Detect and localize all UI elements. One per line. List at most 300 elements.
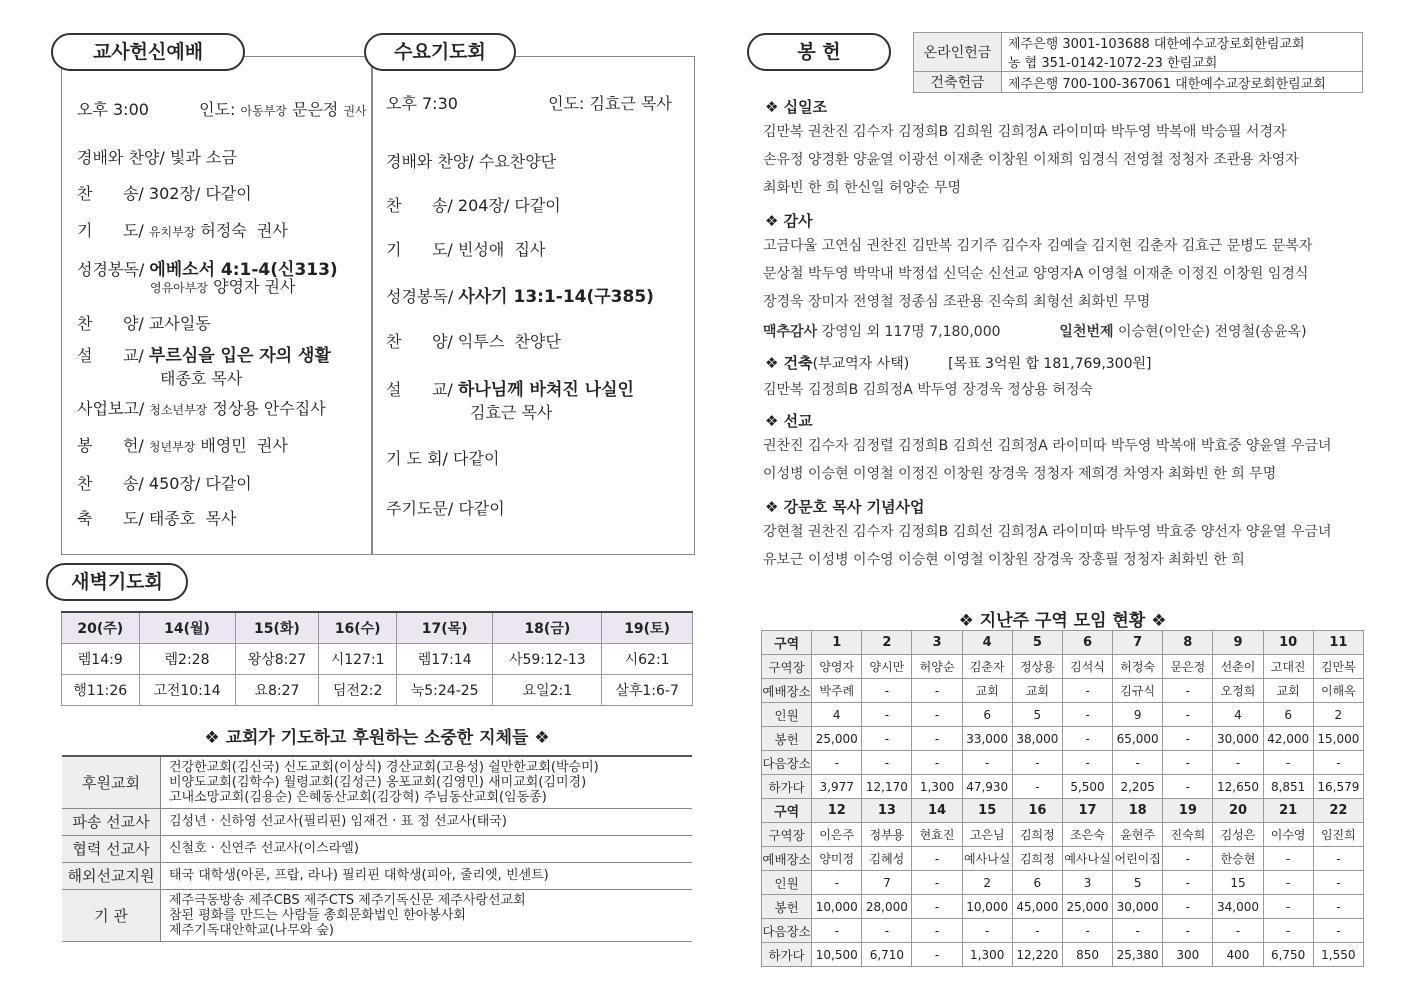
special-value: 이승현(이안순) 전영철(송윤옥)	[1117, 324, 1307, 340]
order-value: 빈성애 집사	[457, 240, 546, 259]
group-header-label: 구역	[762, 631, 812, 655]
group-row-label: 하가다	[762, 775, 812, 799]
name-line: 김만복 권찬진 김수자 김정희B 김희원 김희정A 라이미따 박두영 박복애 박승필 서경자	[763, 124, 1287, 140]
group-data-row	[762, 775, 1364, 799]
group-cell: -	[1313, 751, 1363, 775]
order-label: 사업보고/	[77, 399, 145, 418]
group-cell: -	[1163, 919, 1213, 943]
account-line: 제주은행 700-100-367061 대한예수교장로회한림교회	[1007, 76, 1326, 92]
dawn-schedule-table	[61, 611, 693, 706]
group-data-row	[762, 943, 1364, 967]
group-cell: -	[912, 751, 962, 775]
group-cell: 1,300	[962, 943, 1012, 967]
group-cell: -	[962, 751, 1012, 775]
dawn-title: 새벽기도회	[46, 563, 188, 601]
group-data-row	[762, 655, 1364, 679]
group-row-label: 예배장소	[762, 847, 812, 871]
thanks-names	[763, 232, 1312, 316]
name-line: 고금다울 고연심 권찬진 김만복 김기주 김수자 김예슬 김지현 김춘자 김효근 문병도 문복자	[763, 238, 1313, 254]
group-number: 3	[912, 631, 962, 655]
group-cell: 김규식	[1113, 679, 1163, 703]
group-cell: 16,579	[1313, 775, 1363, 799]
dawn-verse-cell: 딤전2:2	[319, 675, 397, 706]
name-line: 이성병 이승현 이영철 이정진 이창원 장경욱 정청자 제희경 차영자 최화빈 한 희 무명	[763, 466, 1277, 482]
group-cell: -	[862, 919, 912, 943]
order-value: 익투스 찬양단	[457, 332, 561, 351]
dawn-day-cell: 19(토)	[602, 612, 693, 644]
group-cell: 김혜성	[862, 847, 912, 871]
special-label: 일천번제	[1059, 324, 1114, 340]
order-value: 정상용 안수집사	[212, 399, 326, 418]
group-cell: 3,977	[812, 775, 862, 799]
group-cell: -	[1163, 679, 1213, 703]
support-label: 기 관	[62, 889, 161, 941]
tithe-names	[763, 118, 1299, 202]
group-cell: -	[1163, 871, 1213, 895]
order-value: 배영민 권사	[200, 436, 288, 455]
name-line: 강현철 권찬진 김수자 김정희B 김희선 김희정A 라이미따 박두영 박효중 양선자 양윤열 우금녀	[763, 524, 1332, 540]
group-cell: -	[1263, 871, 1313, 895]
order-value: 수요찬양단	[478, 152, 557, 171]
order-value: 다같이	[453, 449, 500, 468]
thanks-title: ❖ 감사	[765, 212, 813, 230]
group-cell: 7	[862, 871, 912, 895]
order-label: 찬 양/	[77, 314, 144, 333]
memorial-title: ❖ 강문호 목사 기념사업	[765, 498, 925, 516]
order-label: 경배와 찬양/	[77, 148, 165, 167]
group-cell: -	[912, 871, 962, 895]
dawn-verse-cell: 렘2:28	[139, 644, 235, 675]
support-row	[62, 808, 692, 835]
group-cell: -	[912, 703, 962, 727]
group-cell: 김희정	[1012, 823, 1062, 847]
support-line: 비양도교회(김학수) 월령교회(김성근) 옹포교회(김영민) 새미교회(김미경)	[169, 774, 587, 790]
support-line: 신철호 · 신연주 선교사(이스라엘)	[169, 841, 359, 856]
group-cell: -	[1062, 919, 1112, 943]
building-names: 김만복 김정희B 김희정A 박두영 장경욱 정상용 허정숙	[763, 382, 1093, 398]
group-cell: 38,000	[1012, 727, 1062, 751]
order-label: 기 도/	[386, 240, 453, 259]
dawn-day-cell: 16(수)	[319, 612, 397, 644]
group-cell: 2	[962, 871, 1012, 895]
dawn-day-cell: 18(금)	[493, 612, 602, 644]
group-number: 14	[912, 799, 962, 823]
group-cell: 정상용	[1012, 655, 1062, 679]
group-cell: -	[1062, 751, 1112, 775]
group-cell: 42,000	[1263, 727, 1313, 751]
group-cell: 문은정	[1163, 655, 1213, 679]
tithe-title: ❖ 십일조	[765, 98, 828, 116]
support-label: 후원교회	[62, 756, 161, 808]
order-label: 찬 송/	[386, 196, 453, 215]
group-number: 5	[1012, 631, 1062, 655]
order-label: 기 도/	[77, 221, 144, 240]
group-data-row	[762, 871, 1364, 895]
building-sub: (부교역자 사택)	[812, 356, 910, 372]
group-cell: -	[1062, 727, 1112, 751]
support-value	[161, 889, 693, 941]
group-data-row	[762, 751, 1364, 775]
group-number: 6	[1062, 631, 1112, 655]
group-row-label: 인원	[762, 871, 812, 895]
group-number: 16	[1012, 799, 1062, 823]
account-value	[1001, 33, 1362, 72]
support-value	[161, 862, 693, 889]
order-label: 찬 송/	[77, 184, 144, 203]
group-cell: 정부용	[862, 823, 912, 847]
dawn-verse-cell: 시62:1	[602, 644, 693, 675]
group-cell: -	[1213, 919, 1263, 943]
group-data-row	[762, 823, 1364, 847]
group-cell: 30,000	[1213, 727, 1263, 751]
group-cell: -	[1012, 919, 1062, 943]
group-cell: 5,500	[1062, 775, 1112, 799]
group-cell: 김춘자	[962, 655, 1012, 679]
group-number: 10	[1263, 631, 1313, 655]
name-line: 손유정 양경환 양윤열 이광선 이재춘 이창원 이채희 임경식 전영철 정청자 조관용 차영자	[763, 152, 1299, 168]
group-cell: 10,000	[812, 895, 862, 919]
group-cell: 한승현	[1213, 847, 1263, 871]
order-value: 양영자 권사	[213, 277, 296, 296]
group-cell: 47,930	[962, 775, 1012, 799]
group-cell: 400	[1213, 943, 1263, 967]
building-goal: [목표 3억원 합 181,769,300원]	[948, 356, 1152, 372]
group-cell: -	[1163, 775, 1213, 799]
group-cell: -	[1313, 919, 1363, 943]
group-data-row	[762, 919, 1364, 943]
dawn-verse-cell: 시127:1	[319, 644, 397, 675]
group-number: 19	[1163, 799, 1213, 823]
dawn-row	[62, 612, 693, 644]
group-cell: 12,220	[1012, 943, 1062, 967]
sermon-title: 부르심을 입은 자의 생활	[148, 346, 331, 366]
group-cell: -	[912, 679, 962, 703]
order-value: 에베소서 4:1-4(신313)	[149, 260, 338, 280]
group-cell: -	[1012, 751, 1062, 775]
dawn-verse-cell: 행11:26	[62, 675, 140, 706]
order-role: 영유아부장	[150, 281, 208, 295]
order-role: 청소년부장	[149, 403, 208, 417]
dawn-row	[62, 675, 693, 706]
group-number: 8	[1163, 631, 1213, 655]
order-value: 빛과 소금	[169, 148, 237, 167]
group-cell: 1,300	[912, 775, 962, 799]
order-label: 기 도 회/	[386, 449, 448, 468]
group-cell: 65,000	[1113, 727, 1163, 751]
group-cell: 30,000	[1113, 895, 1163, 919]
group-cell: 2	[1313, 703, 1363, 727]
dawn-day-cell: 20(주)	[62, 612, 140, 644]
group-row-label: 예배장소	[762, 679, 812, 703]
order-label: 설 교/	[77, 346, 144, 365]
group-cell: 예사나실	[1062, 847, 1112, 871]
group-row-label: 인원	[762, 703, 812, 727]
group-cell: -	[1163, 703, 1213, 727]
support-line: 김성년 · 신하영 선교사(필리핀) 임재건 · 표 정 선교사(태국)	[169, 814, 507, 829]
group-cell: -	[1313, 871, 1363, 895]
dawn-verse-cell: 렘17:14	[396, 644, 493, 675]
group-row-label: 하가다	[762, 943, 812, 967]
dawn-row	[62, 644, 693, 675]
group-cell: 25,000	[1062, 895, 1112, 919]
order-value: 450장/ 다같이	[148, 474, 252, 493]
group-cell: 5	[1012, 703, 1062, 727]
order-label: 봉 헌/	[77, 436, 144, 455]
groups-title: ❖ 지난주 구역 모임 현황 ❖	[958, 611, 1167, 631]
order-value: 사사기 13:1-14(구385)	[458, 287, 654, 307]
group-cell: 12,650	[1213, 775, 1263, 799]
group-cell: 현효진	[912, 823, 962, 847]
order-label: 경배와 찬양/	[386, 152, 474, 171]
group-cell: 고대진	[1263, 655, 1313, 679]
group-cell: 윤현주	[1113, 823, 1163, 847]
group-cell: 임진희	[1313, 823, 1363, 847]
support-label: 해외선교지원	[62, 862, 161, 889]
building-title: ❖ 건축	[765, 354, 813, 372]
group-cell: 양미정	[812, 847, 862, 871]
account-table	[913, 32, 1363, 93]
group-cell: -	[1062, 703, 1112, 727]
group-number: 1	[812, 631, 862, 655]
dawn-verse-cell: 고전10:14	[139, 675, 235, 706]
group-cell: 오정희	[1213, 679, 1263, 703]
leader-suffix: 권사	[343, 104, 367, 118]
group-cell: 6,750	[1263, 943, 1313, 967]
group-cell: 고은님	[962, 823, 1012, 847]
order-role: 유치부장	[148, 225, 196, 239]
group-cell: 25,000	[812, 727, 862, 751]
group-number: 2	[862, 631, 912, 655]
group-cell: 8,851	[1263, 775, 1313, 799]
group-number-row	[762, 631, 1364, 655]
group-cell: 10,500	[812, 943, 862, 967]
group-number: 11	[1313, 631, 1363, 655]
group-cell: 2,205	[1113, 775, 1163, 799]
group-cell: 예사나실	[962, 847, 1012, 871]
group-cell: 1,550	[1313, 943, 1363, 967]
support-line: 고내소망교회(김용순) 은혜동산교회(김강혁) 주님동산교회(임동종)	[169, 789, 547, 805]
group-cell: 28,000	[862, 895, 912, 919]
support-row	[62, 756, 692, 808]
group-cell: -	[1263, 847, 1313, 871]
group-number: 13	[862, 799, 912, 823]
dawn-verse-cell: 렘14:9	[62, 644, 140, 675]
group-number-row	[762, 799, 1364, 823]
group-cell: -	[862, 703, 912, 727]
support-line: 제주기독대안학교(나무와 숲)	[169, 922, 334, 938]
order-value: 204장/ 다같이	[457, 196, 561, 215]
group-row-label: 구역장	[762, 655, 812, 679]
group-cell: 양영자	[812, 655, 862, 679]
dawn-verse-cell: 요일2:1	[493, 675, 602, 706]
group-cell: -	[1263, 895, 1313, 919]
teacher-service-title: 교사헌신예배	[51, 33, 245, 71]
order-value: 허정숙 권사	[200, 221, 288, 240]
wednesday-title: 수요기도회	[364, 33, 516, 71]
group-cell: 허정숙	[1113, 655, 1163, 679]
special-value: 강영임 외 117명 7,180,000	[821, 324, 1001, 340]
group-cell: 진숙희	[1163, 823, 1213, 847]
mission-title: ❖ 선교	[765, 412, 813, 430]
order-label: 찬 양/	[386, 332, 453, 351]
group-cell: -	[1313, 895, 1363, 919]
group-data-row	[762, 847, 1364, 871]
group-cell: 12,170	[862, 775, 912, 799]
name-line: 최화빈 한 희 한신일 허양순 무명	[763, 180, 962, 196]
group-cell: 이은주	[812, 823, 862, 847]
mission-names	[763, 432, 1332, 488]
group-cell: 45,000	[1012, 895, 1062, 919]
name-line: 유보근 이성병 이수영 이승현 이영철 이창원 장경욱 장홍필 정청자 최화빈 한 희	[763, 552, 1245, 568]
account-value	[1001, 72, 1362, 93]
group-cell: 4	[1213, 703, 1263, 727]
group-cell: 이해옥	[1313, 679, 1363, 703]
special-label: 맥추감사	[763, 324, 818, 340]
dawn-verse-cell: 사59:12-13	[493, 644, 602, 675]
group-cell: 25,380	[1113, 943, 1163, 967]
group-row-label: 봉헌	[762, 895, 812, 919]
group-cell: -	[1113, 919, 1163, 943]
wed-time: 오후 7:30	[386, 94, 458, 113]
group-cell: -	[812, 871, 862, 895]
group-cell: -	[912, 943, 962, 967]
group-cell: 조은숙	[1062, 823, 1112, 847]
support-label: 파송 선교사	[62, 808, 161, 835]
group-cell: -	[1163, 727, 1213, 751]
group-cell: 박주례	[812, 679, 862, 703]
account-line: 농 협 351-0142-1072-23 한림교회	[1007, 56, 1218, 71]
name-line: 장경욱 장미자 전영철 정종심 조관용 진숙희 최형선 최화빈 무명	[763, 294, 1151, 310]
group-number: 18	[1113, 799, 1163, 823]
group-cell: -	[1163, 751, 1213, 775]
support-value	[161, 808, 693, 835]
group-cell: 교회	[1012, 679, 1062, 703]
group-cell: 양시만	[862, 655, 912, 679]
group-number: 22	[1313, 799, 1363, 823]
group-row-label: 구역장	[762, 823, 812, 847]
support-table	[62, 755, 692, 942]
group-cell: -	[1213, 751, 1263, 775]
order-value: 302장/ 다같이	[148, 184, 252, 203]
group-cell: 선춘이	[1213, 655, 1263, 679]
account-label: 건축헌금	[914, 72, 1002, 93]
account-row	[914, 33, 1363, 72]
wed-leader: 인도: 김효근 목사	[548, 94, 672, 113]
group-cell: 6	[962, 703, 1012, 727]
group-cell: -	[1113, 751, 1163, 775]
group-cell: -	[1313, 847, 1363, 871]
group-number: 15	[962, 799, 1012, 823]
group-cell: 10,000	[962, 895, 1012, 919]
dawn-verse-cell: 눅5:24-25	[396, 675, 493, 706]
group-cell: -	[812, 751, 862, 775]
group-cell: 300	[1163, 943, 1213, 967]
group-cell: 6	[1012, 871, 1062, 895]
group-number: 17	[1062, 799, 1112, 823]
group-cell: 850	[1062, 943, 1112, 967]
group-cell: -	[962, 919, 1012, 943]
name-line: 권찬진 김수자 김정렬 김정희B 김희선 김희정A 라이미따 박두영 박복애 박효중 양윤열 우금녀	[763, 438, 1332, 454]
group-data-row	[762, 895, 1364, 919]
support-line: 제주극동방송 제주CBS 제주CTS 제주기독신문 제주사랑선교회	[169, 892, 526, 908]
order-label: 성경봉독/	[77, 260, 145, 279]
group-cell: -	[1263, 751, 1313, 775]
group-cell: -	[812, 919, 862, 943]
group-cell: 김석식	[1062, 655, 1112, 679]
group-row-label: 다음장소	[762, 751, 812, 775]
sermon-title: 하나님께 바쳐진 나실인	[457, 380, 634, 400]
order-value: 다같이	[458, 499, 505, 518]
group-cell: -	[1062, 679, 1112, 703]
group-data-row	[762, 679, 1364, 703]
dawn-day-cell: 14(월)	[139, 612, 235, 644]
dawn-day-cell: 15(화)	[235, 612, 319, 644]
groups-table	[761, 630, 1364, 967]
support-line: 태국 대학생(아론, 프랍, 라나) 필리핀 대학생(피아, 줄리엣, 빈센트)	[169, 868, 549, 883]
group-number: 12	[812, 799, 862, 823]
order-value: 태종호 목사	[148, 509, 237, 528]
account-line: 제주은행 3001-103688 대한예수교장로회한림교회	[1007, 37, 1305, 52]
dawn-verse-cell: 왕상8:27	[235, 644, 319, 675]
group-cell: 어린이집	[1113, 847, 1163, 871]
group-cell: -	[912, 919, 962, 943]
group-cell: 34,000	[1213, 895, 1263, 919]
group-number: 7	[1113, 631, 1163, 655]
account-label: 온라인헌금	[914, 33, 1002, 72]
group-cell: -	[1163, 847, 1213, 871]
group-header-label: 구역	[762, 799, 812, 823]
support-line: 건강한교회(김신국) 신도교회(이상식) 경산교회(고용성) 쉴만한교회(박승미)	[169, 759, 599, 775]
group-cell: 교회	[1263, 679, 1313, 703]
support-title: ❖ 교회가 기도하고 후원하는 소중한 지체들 ❖	[204, 728, 550, 748]
order-value: 교사일동	[148, 314, 211, 333]
support-row	[62, 835, 692, 862]
offering-title: 봉 헌	[747, 33, 891, 71]
name-line: 문상철 박두영 박막내 박정섭 신덕순 신선교 양영자A 이영철 이재춘 이정진 이창원 임경식	[763, 266, 1309, 282]
dawn-day-cell: 17(목)	[396, 612, 493, 644]
group-cell: 6	[1263, 703, 1313, 727]
group-cell: 15	[1213, 871, 1263, 895]
building-header	[765, 352, 1152, 373]
preacher: 김효근 목사	[470, 403, 553, 422]
group-cell: -	[862, 679, 912, 703]
account-row	[914, 72, 1363, 93]
group-cell: 4	[812, 703, 862, 727]
group-row-label: 다음장소	[762, 919, 812, 943]
support-value	[161, 756, 693, 808]
leader-name: 문은정	[292, 100, 339, 119]
leader-label: 인도:	[199, 100, 236, 119]
order-label: 축 도/	[77, 509, 144, 528]
group-cell: -	[912, 895, 962, 919]
group-cell: -	[912, 727, 962, 751]
group-number: 9	[1213, 631, 1263, 655]
group-cell: -	[1163, 895, 1213, 919]
dawn-verse-cell: 요8:27	[235, 675, 319, 706]
order-label: 성경봉독/	[386, 287, 454, 306]
group-cell: -	[912, 847, 962, 871]
group-cell: 33,000	[962, 727, 1012, 751]
group-cell: 이수영	[1263, 823, 1313, 847]
preacher: 태종호 목사	[160, 369, 243, 388]
group-number: 20	[1213, 799, 1263, 823]
support-line: 참된 평화를 만드는 사람들 총회문화법인 한아봉사회	[169, 907, 466, 923]
group-cell: -	[862, 727, 912, 751]
group-cell: 3	[1062, 871, 1112, 895]
group-cell: 6,710	[862, 943, 912, 967]
support-row	[62, 862, 692, 889]
support-value	[161, 835, 693, 862]
